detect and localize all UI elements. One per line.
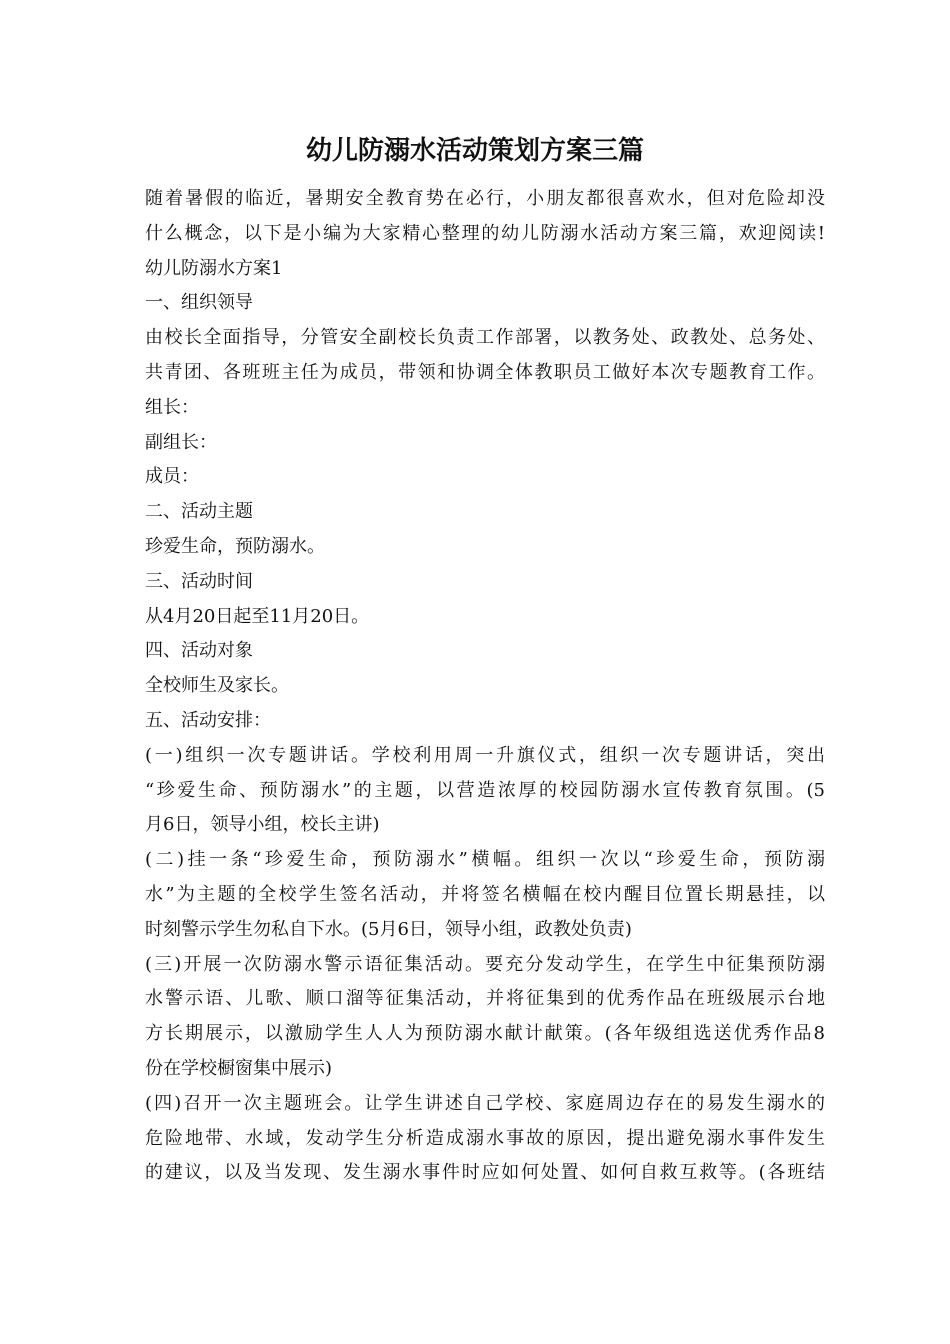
document-body (145, 182, 825, 1191)
paragraph-line: 从4月20日起至11月20日。 (145, 605, 370, 627)
paragraph-line: 共青团、各班班主任为成员，带领和协调全体教职员工做好本次专题教育工作。 (145, 361, 825, 383)
paragraph-line: 危险地带、水域，发动学生分析造成溺水事故的原因，提出避免溺水事件发生 (145, 1127, 825, 1149)
paragraph-line: 由校长全面指导，分管安全副校长负责工作部署，以教务处、政教处、总务处、 (145, 327, 825, 349)
paragraph-line: (三)开展一次防溺水警示语征集活动。要充分发动学生，在学生中征集预防溺 (145, 953, 825, 975)
paragraph-line: “珍爱生命、预防溺水”的主题，以营造浓厚的校园防溺水宣传教育氛围。(5 (145, 779, 825, 801)
paragraph-line: 组长： (145, 396, 199, 418)
paragraph-line: 方长期展示，以激励学生人人为预防溺水献计献策。(各年级组选送优秀作品8 (145, 1023, 825, 1045)
paragraph-line: 全校师生及家长。 (145, 675, 289, 697)
paragraph-line: (二)挂一条“珍爱生命，预防溺水”横幅。组织一次以“珍爱生命，预防溺 (145, 849, 825, 871)
section-heading: 二、活动主题 (145, 501, 253, 523)
document-title: 幼儿防溺水活动策划方案三篇 (305, 136, 644, 166)
section-heading: 四、活动对象 (145, 640, 253, 662)
paragraph-line: 的建议，以及当发现、发生溺水事件时应如何处置、如何自救互救等。(各班结 (145, 1162, 825, 1184)
section-heading: 五、活动安排： (145, 709, 271, 731)
paragraph-line: (一)组织一次专题讲话。学校利用周一升旗仪式，组织一次专题讲话，突出 (145, 744, 825, 766)
paragraph-line: 时刻警示学生勿私自下水。(5月6日，领导小组，政教处负责) (145, 918, 632, 940)
paragraph-line: (四)召开一次主题班会。让学生讲述自己学校、家庭周边存在的易发生溺水的 (145, 1092, 825, 1114)
paragraph-line: 月6日，领导小组，校长主讲) (145, 814, 380, 836)
paragraph-line: 随着暑假的临近，暑期安全教育势在必行，小朋友都很喜欢水，但对危险却没 (145, 188, 825, 209)
paragraph-line: 水”为主题的全校学生签名活动，并将签名横幅在校内醒目位置长期悬挂，以 (145, 883, 825, 905)
paragraph-line: 什么概念，以下是小编为大家精心整理的幼儿防溺水活动方案三篇，欢迎阅读! (145, 222, 825, 244)
section-heading: 幼儿防溺水方案1 (145, 257, 283, 279)
section-heading: 三、活动时间 (145, 570, 253, 592)
paragraph-line: 成员： (145, 466, 199, 488)
paragraph-line: 珍爱生命，预防溺水。 (145, 535, 325, 557)
paragraph-line: 水警示语、儿歌、顺口溜等征集活动，并将征集到的优秀作品在班级展示台地 (145, 988, 825, 1010)
paragraph-line: 副组长： (145, 431, 217, 453)
section-heading: 一、组织领导 (145, 292, 253, 314)
paragraph-line: 份在学校橱窗集中展示) (145, 1057, 333, 1079)
